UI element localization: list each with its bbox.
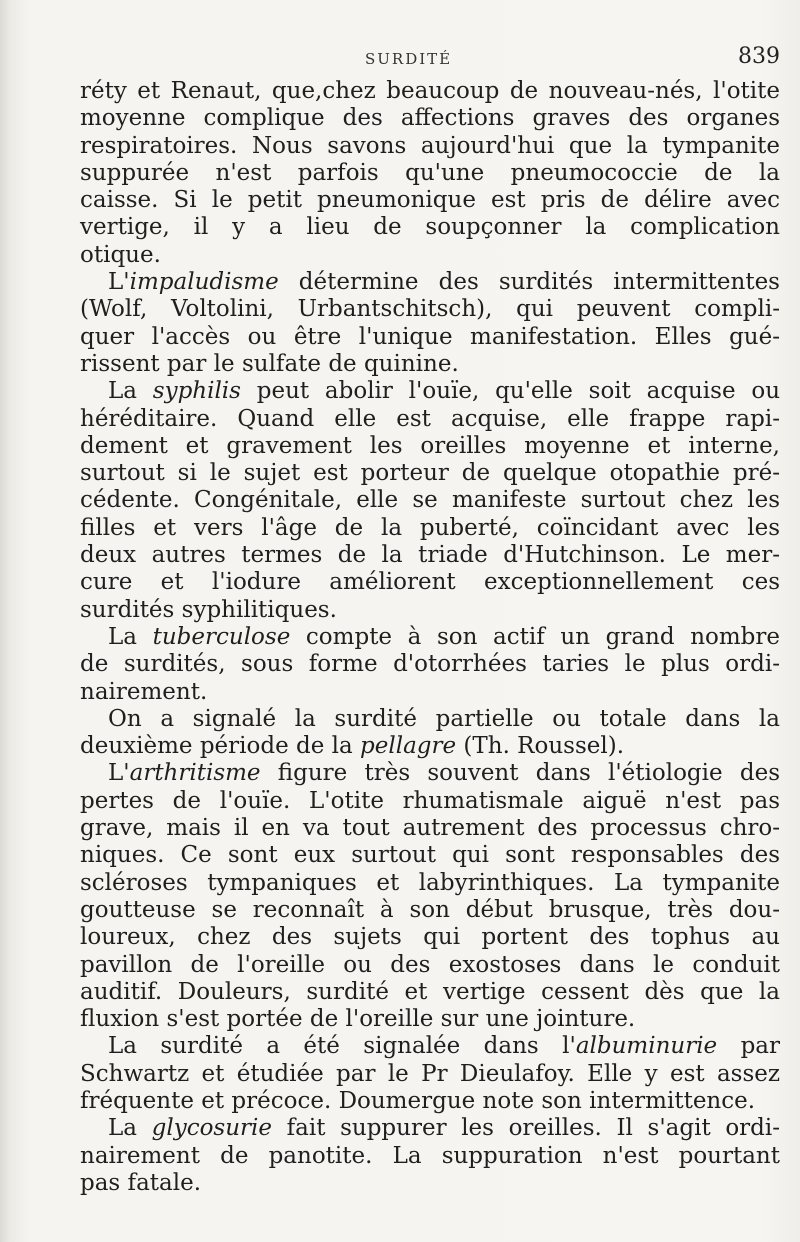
text-line: pas fatale. xyxy=(80,1169,202,1196)
text-line: pavillon de l'oreille ou des exostoses dans le conduit xyxy=(80,951,780,978)
text-line: dement et gravement les oreilles moyenne et interne, xyxy=(80,432,780,459)
text-line: goutteuse se reconnaît à son début brusque, très dou- xyxy=(80,896,780,923)
text-line: Schwartz et étudiée par le Pr Dieulafoy. Elle y est assez xyxy=(80,1060,780,1087)
emphasis-term: albuminurie xyxy=(575,1033,718,1060)
text-fragment: détermine des surdités intermittentes xyxy=(278,269,780,296)
text-fragment: par xyxy=(717,1033,780,1060)
running-title: SURDITÉ xyxy=(365,50,453,68)
text-line: nairement de panotite. La suppuration n'est pourtant xyxy=(80,1142,780,1169)
paragraph-arthritisme xyxy=(80,760,780,787)
text-fragment: La xyxy=(108,623,153,650)
emphasis-term: pellagre xyxy=(360,733,457,760)
paragraph-impaludisme xyxy=(80,269,780,296)
text-fragment: La surdité a été signalée dans l' xyxy=(108,1033,576,1060)
text-fragment: peut abolir l'ouïe, qu'elle soit acquise ou xyxy=(240,378,781,405)
text-fragment: figure très souvent dans l'étiologie des xyxy=(260,760,780,787)
text-line: suppurée n'est parfois qu'une pneumococcie de la xyxy=(80,159,780,186)
text-line: de surdités, sous forme d'otorrhées taries le plus ordi- xyxy=(80,651,780,678)
text-fragment: La xyxy=(108,378,153,405)
text-line: surdités syphilitiques. xyxy=(80,596,337,623)
text-line: réty et Renaut, que,chez beaucoup de nouveau-nés, l'otite xyxy=(80,78,780,104)
paragraph-albuminurie xyxy=(80,1033,780,1060)
text-line: surtout si le sujet est porteur de quelque otopathie pré- xyxy=(80,460,780,487)
text-fragment: La xyxy=(108,1115,152,1142)
text-line: grave, mais il en va tout autrement des processus chro- xyxy=(80,815,780,842)
text-fragment: deuxième période de la xyxy=(80,733,361,760)
text-line: quer l'accès ou être l'unique manifestation. Elles gué- xyxy=(80,323,780,350)
text-line: pertes de l'ouïe. L'otite rhumatismale aiguë n'est pas xyxy=(80,787,780,814)
text-line: deux autres termes de la triade d'Hutchinson. Le mer- xyxy=(80,542,780,569)
text-line: respiratoires. Nous savons aujourd'hui que la tympanite xyxy=(80,132,780,159)
page-number: 839 xyxy=(738,44,780,69)
text-line: niques. Ce sont eux surtout qui sont responsables des xyxy=(80,842,780,869)
paragraph-syphilis xyxy=(80,378,780,405)
emphasis-term: syphilis xyxy=(152,378,241,405)
text-fragment: (Th. Roussel). xyxy=(456,733,625,760)
paragraph-tuberculose xyxy=(80,624,780,651)
body-text xyxy=(80,78,780,1197)
text-line: rissent par le sulfate de quinine. xyxy=(80,350,459,377)
paragraph-glycosurie xyxy=(80,1115,780,1142)
text-line: moyenne complique des affections graves des organes xyxy=(80,105,780,132)
text-line: (Wolf, Voltolini, Urbantschitsch), qui peuvent compli- xyxy=(80,296,780,323)
page-header xyxy=(80,46,780,76)
text-line: fréquente et précoce. Doumergue note son intermittence. xyxy=(80,1087,756,1114)
text-line: filles et vers l'âge de la puberté, coïncidant avec les xyxy=(80,514,780,541)
text-line: scléroses tympaniques et labyrinthiques. La tympanite xyxy=(80,869,780,896)
paragraph-pellagre xyxy=(80,733,780,760)
text-line: nairement. xyxy=(80,678,208,705)
text-line: caisse. Si le petit pneumonique est pris de délire avec xyxy=(80,187,780,214)
text-line: On a signalé la surdité partielle ou totale dans la xyxy=(108,705,780,732)
text-line: auditif. Douleurs, surdité et vertige cessent dès que la xyxy=(80,978,780,1005)
emphasis-term: glycosurie xyxy=(151,1115,273,1142)
text-line: otique. xyxy=(80,241,161,268)
text-line: vertige, il y a lieu de soupçonner la complication xyxy=(80,214,780,241)
text-fragment: L' xyxy=(108,760,130,787)
text-fragment: fait suppurer les oreilles. Il s'agit ordi- xyxy=(272,1115,781,1142)
text-line: héréditaire. Quand elle est acquise, elle frappe rapi- xyxy=(80,405,780,432)
text-line: fluxion s'est portée de l'oreille sur une jointure. xyxy=(80,1006,636,1033)
text-line: cédente. Congénitale, elle se manifeste surtout chez les xyxy=(80,487,780,514)
text-fragment: L' xyxy=(108,269,130,296)
emphasis-term: impaludisme xyxy=(129,269,279,296)
emphasis-term: arthritisme xyxy=(129,760,261,787)
text-line: cure et l'iodure améliorent exceptionnellement ces xyxy=(80,569,780,596)
text-line: loureux, chez des sujets qui portent des tophus au xyxy=(80,924,780,951)
emphasis-term: tuberculose xyxy=(152,623,291,650)
text-fragment: compte à son actif un grand nombre xyxy=(290,623,780,650)
